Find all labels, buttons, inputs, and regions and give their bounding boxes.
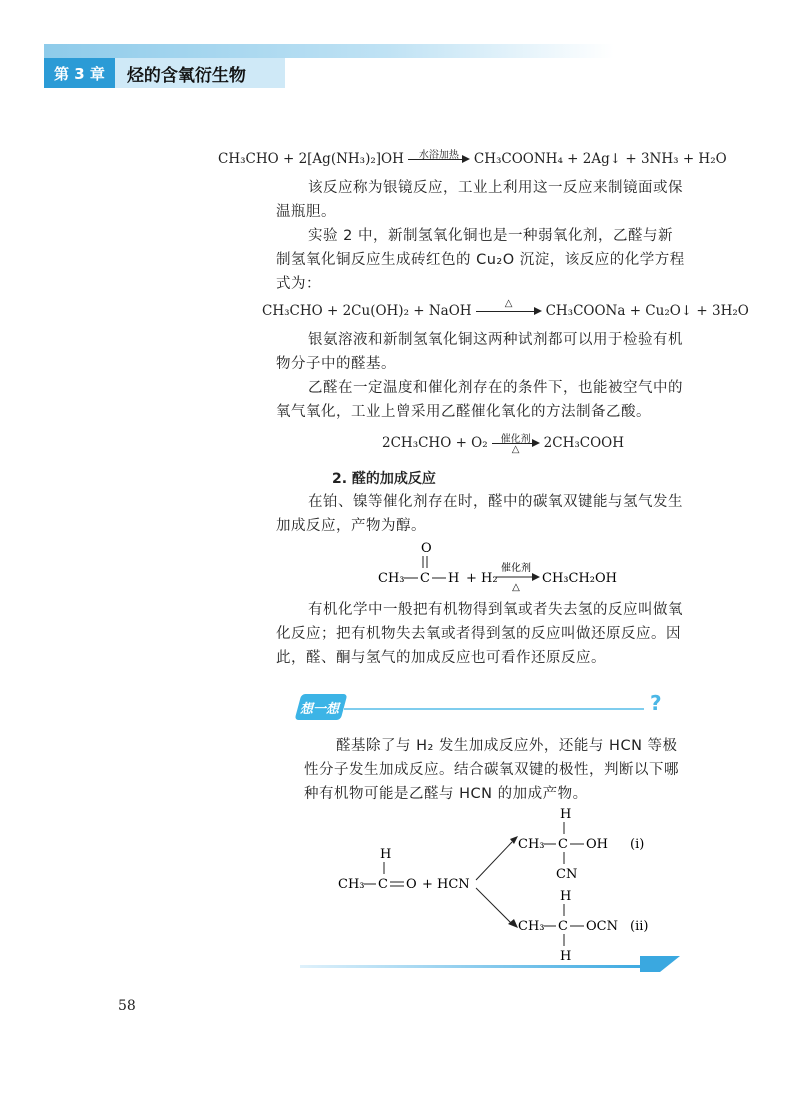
paragraph-6: 有机化学中一般把有机物得到氧或者失去氢的反应叫做氧化反应；把有机物失去氧或者得到氢的反应叫做还原反应。因此，醛、酮与氢气的加成反应也可看作还原反应。 [276, 602, 683, 666]
eq4-h: H [448, 571, 460, 586]
product2-label: (ii) [630, 919, 649, 934]
product1-oh: OH [586, 837, 608, 852]
paragraph-7: 醛基除了与 H₂ 发生加成反应外，还能与 HCN 等极性分子发生加成反应。结合碳氧双键的极性，判断以下哪种有机物可能是乙醛与 HCN 的加成产物。 [304, 738, 679, 802]
product2-ocn: OCN [586, 919, 618, 934]
scheme-h-top: H [380, 847, 392, 862]
eq2-left: CH₃CHO + 2Cu(OH)₂ + NaOH [262, 303, 472, 319]
eq4-condition-top: 催化剂 [501, 563, 531, 574]
product2-ch3: CH₃ [518, 919, 545, 934]
reaction-scheme [330, 806, 670, 962]
header-band [44, 44, 614, 58]
eq3-right: 2CH₃COOH [543, 435, 624, 451]
page-number: 58 [118, 998, 136, 1014]
equation-oxidation [382, 432, 624, 454]
question-mark-icon: ? [650, 691, 662, 715]
product1-ch3: CH₃ [518, 837, 545, 852]
paragraph-2: 实验 2 中，新制氢氧化铜也是一种弱氧化剂，乙醛与新制氢氧化铜反应生成砖红色的 Cu₂O 沉淀，该反应的化学方程式为： [276, 228, 685, 292]
paragraph-3: 银氨溶液和新制氢氧化铜这两种试剂都可以用于检验有机物分子中的醛基。 [276, 332, 683, 372]
think-badge: 想一想 [295, 694, 348, 720]
paragraph-5: 在铂、镍等催化剂存在时，醛中的碳氧双键能与氢气发生加成反应，产物为醇。 [276, 494, 683, 534]
eq4-ch3: CH₃ [378, 571, 405, 586]
eq2-right: CH₃COONa + Cu₂O↓ + 3H₂O [545, 303, 749, 319]
product1-h: H [560, 807, 572, 822]
paragraph-4: 乙醛在一定温度和催化剂存在的条件下，也能被空气中的氧气氧化，工业上曾采用乙醛催化氧化的方法制备乙酸。 [276, 380, 683, 420]
product1-c: C [558, 837, 568, 852]
product1-label: (i) [630, 837, 645, 852]
eq4-plus-h2: + H₂ [466, 571, 498, 586]
eq4-o: O [421, 541, 432, 556]
eq1-right: CH₃COONH₄ + 2Ag↓ + 3NH₃ + H₂O [473, 151, 727, 167]
eq1-condition: 水浴加热 [418, 150, 459, 161]
product2-c: C [558, 919, 568, 934]
eq4-condition-bottom: △ [512, 582, 520, 593]
paragraph-1: 该反应称为银镜反应，工业上利用这一反应来制镜面或保温瓶胆。 [276, 180, 683, 220]
chapter-number: 第 3 章 [44, 58, 115, 88]
scheme-left-o: O [406, 877, 417, 892]
eq4-right: CH₃CH₂OH [542, 571, 617, 586]
scheme-plus-hcn: + HCN [422, 877, 470, 892]
eq3-left: 2CH₃CHO + O₂ [382, 435, 488, 451]
eq3-condition-bottom: △ [511, 444, 520, 455]
product2-h-top: H [560, 889, 572, 904]
product2-h-bottom: H [560, 949, 572, 962]
chapter-header [44, 58, 285, 88]
equation-copper-hydroxide [262, 300, 749, 322]
eq3-condition-top: 催化剂 [500, 434, 531, 445]
section-heading: 2. 醛的加成反应 [332, 471, 436, 487]
reaction-arrow [476, 300, 542, 322]
eq1-left: CH₃CHO + 2[Ag(NH₃)₂]OH [218, 151, 404, 167]
reaction-arrow [408, 148, 470, 170]
equation-silver-mirror [218, 148, 727, 170]
think-box-bottom-bar [300, 952, 680, 974]
reaction-arrow [492, 432, 540, 454]
equation-hydrogenation [370, 538, 630, 594]
eq2-condition: △ [504, 298, 513, 309]
chapter-title: 烃的含氧衍生物 [115, 58, 285, 88]
scheme-left-c: C [378, 877, 388, 892]
eq4-c: C [420, 571, 430, 586]
think-divider [344, 708, 644, 710]
scheme-left-ch3: CH₃ [338, 877, 365, 892]
product1-cn: CN [556, 867, 578, 882]
